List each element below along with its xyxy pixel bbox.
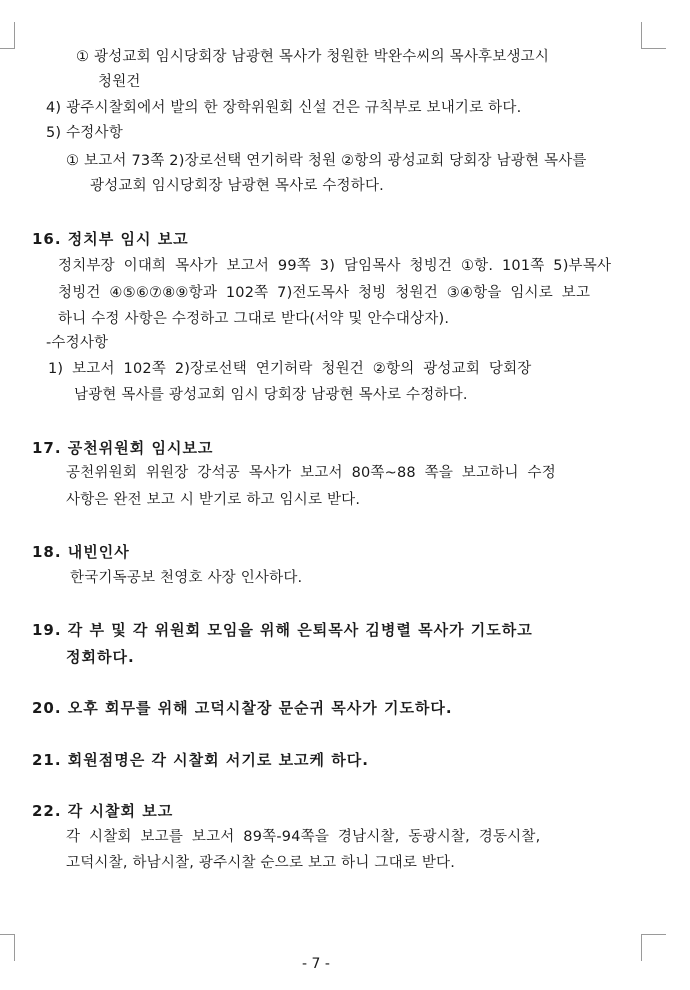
section-heading: 16. 정치부 임시 보고 xyxy=(32,230,189,248)
text-line: 광성교회 임시당회장 남광현 목사로 수정하다. xyxy=(90,178,384,194)
text-line: -수정사항 xyxy=(46,335,109,351)
page-number: - 7 - xyxy=(302,956,330,972)
text-line: 남광현 목사를 광성교회 임시 당회장 남광현 목사로 수정하다. xyxy=(74,387,468,403)
crop-mark-bottom-right xyxy=(641,934,666,961)
text-line: 4) 광주시찰회에서 발의 한 장학위원회 신설 건은 규칙부로 보내기로 하다. xyxy=(46,100,522,116)
section-heading: 20. 오후 회무를 위해 고덕시찰장 문순귀 목사가 기도하다. xyxy=(32,699,453,717)
text-line: 청원건 xyxy=(98,74,141,90)
text-line: 사항은 완전 보고 시 받기로 하고 임시로 받다. xyxy=(66,492,361,508)
text-line: 5) 수정사항 xyxy=(46,125,123,141)
text-line: 한국기독공보 천영호 사장 인사하다. xyxy=(70,570,303,586)
text-line: ① 광성교회 임시당회장 남광현 목사가 청원한 박완수씨의 목사후보생고시 xyxy=(76,49,550,65)
crop-mark-top-left xyxy=(0,22,15,49)
text-line: ① 보고서 73쪽 2)장로선택 연기허락 청원 ②항의 광성교회 당회장 남광현 목사를 xyxy=(66,153,587,169)
section-heading: 18. 내빈인사 xyxy=(32,543,130,561)
section-heading: 19. 각 부 및 각 위원회 모임을 위해 은퇴목사 김병렬 목사가 기도하고 xyxy=(32,621,533,639)
text-line: 고덕시찰, 하남시찰, 광주시찰 순으로 보고 하니 그대로 받다. xyxy=(66,855,456,871)
section-heading: 21. 회원점명은 각 시찰회 서기로 보고케 하다. xyxy=(32,751,369,769)
section-heading: 17. 공천위원회 임시보고 xyxy=(32,439,214,457)
text-line: 공천위원회 위원장 강석공 목사가 보고서 80쪽~88 쪽을 보고하니 수정 xyxy=(66,465,556,481)
text-line: 1) 보고서 102쪽 2)장로선택 연기허락 청원건 ②항의 광성교회 당회장 xyxy=(48,361,532,377)
section-heading-continued: 정회하다. xyxy=(66,648,135,666)
crop-mark-top-right xyxy=(641,22,666,49)
section-heading: 22. 각 시찰회 보고 xyxy=(32,802,174,820)
text-line: 하니 수정 사항은 수정하고 그대로 받다(서약 및 안수대상자). xyxy=(58,311,450,327)
text-line: 청빙건 ④⑤⑥⑦⑧⑨항과 102쪽 7)전도목사 청빙 청원건 ③④항을 임시로 보고 xyxy=(58,285,591,301)
text-line: 정치부장 이대희 목사가 보고서 99쪽 3) 담임목사 청빙건 ①항. 101쪽 5)부목사 xyxy=(58,258,612,274)
text-line: 각 시찰회 보고를 보고서 89쪽-94쪽을 경남시찰, 동광시찰, 경동시찰, xyxy=(66,829,541,845)
